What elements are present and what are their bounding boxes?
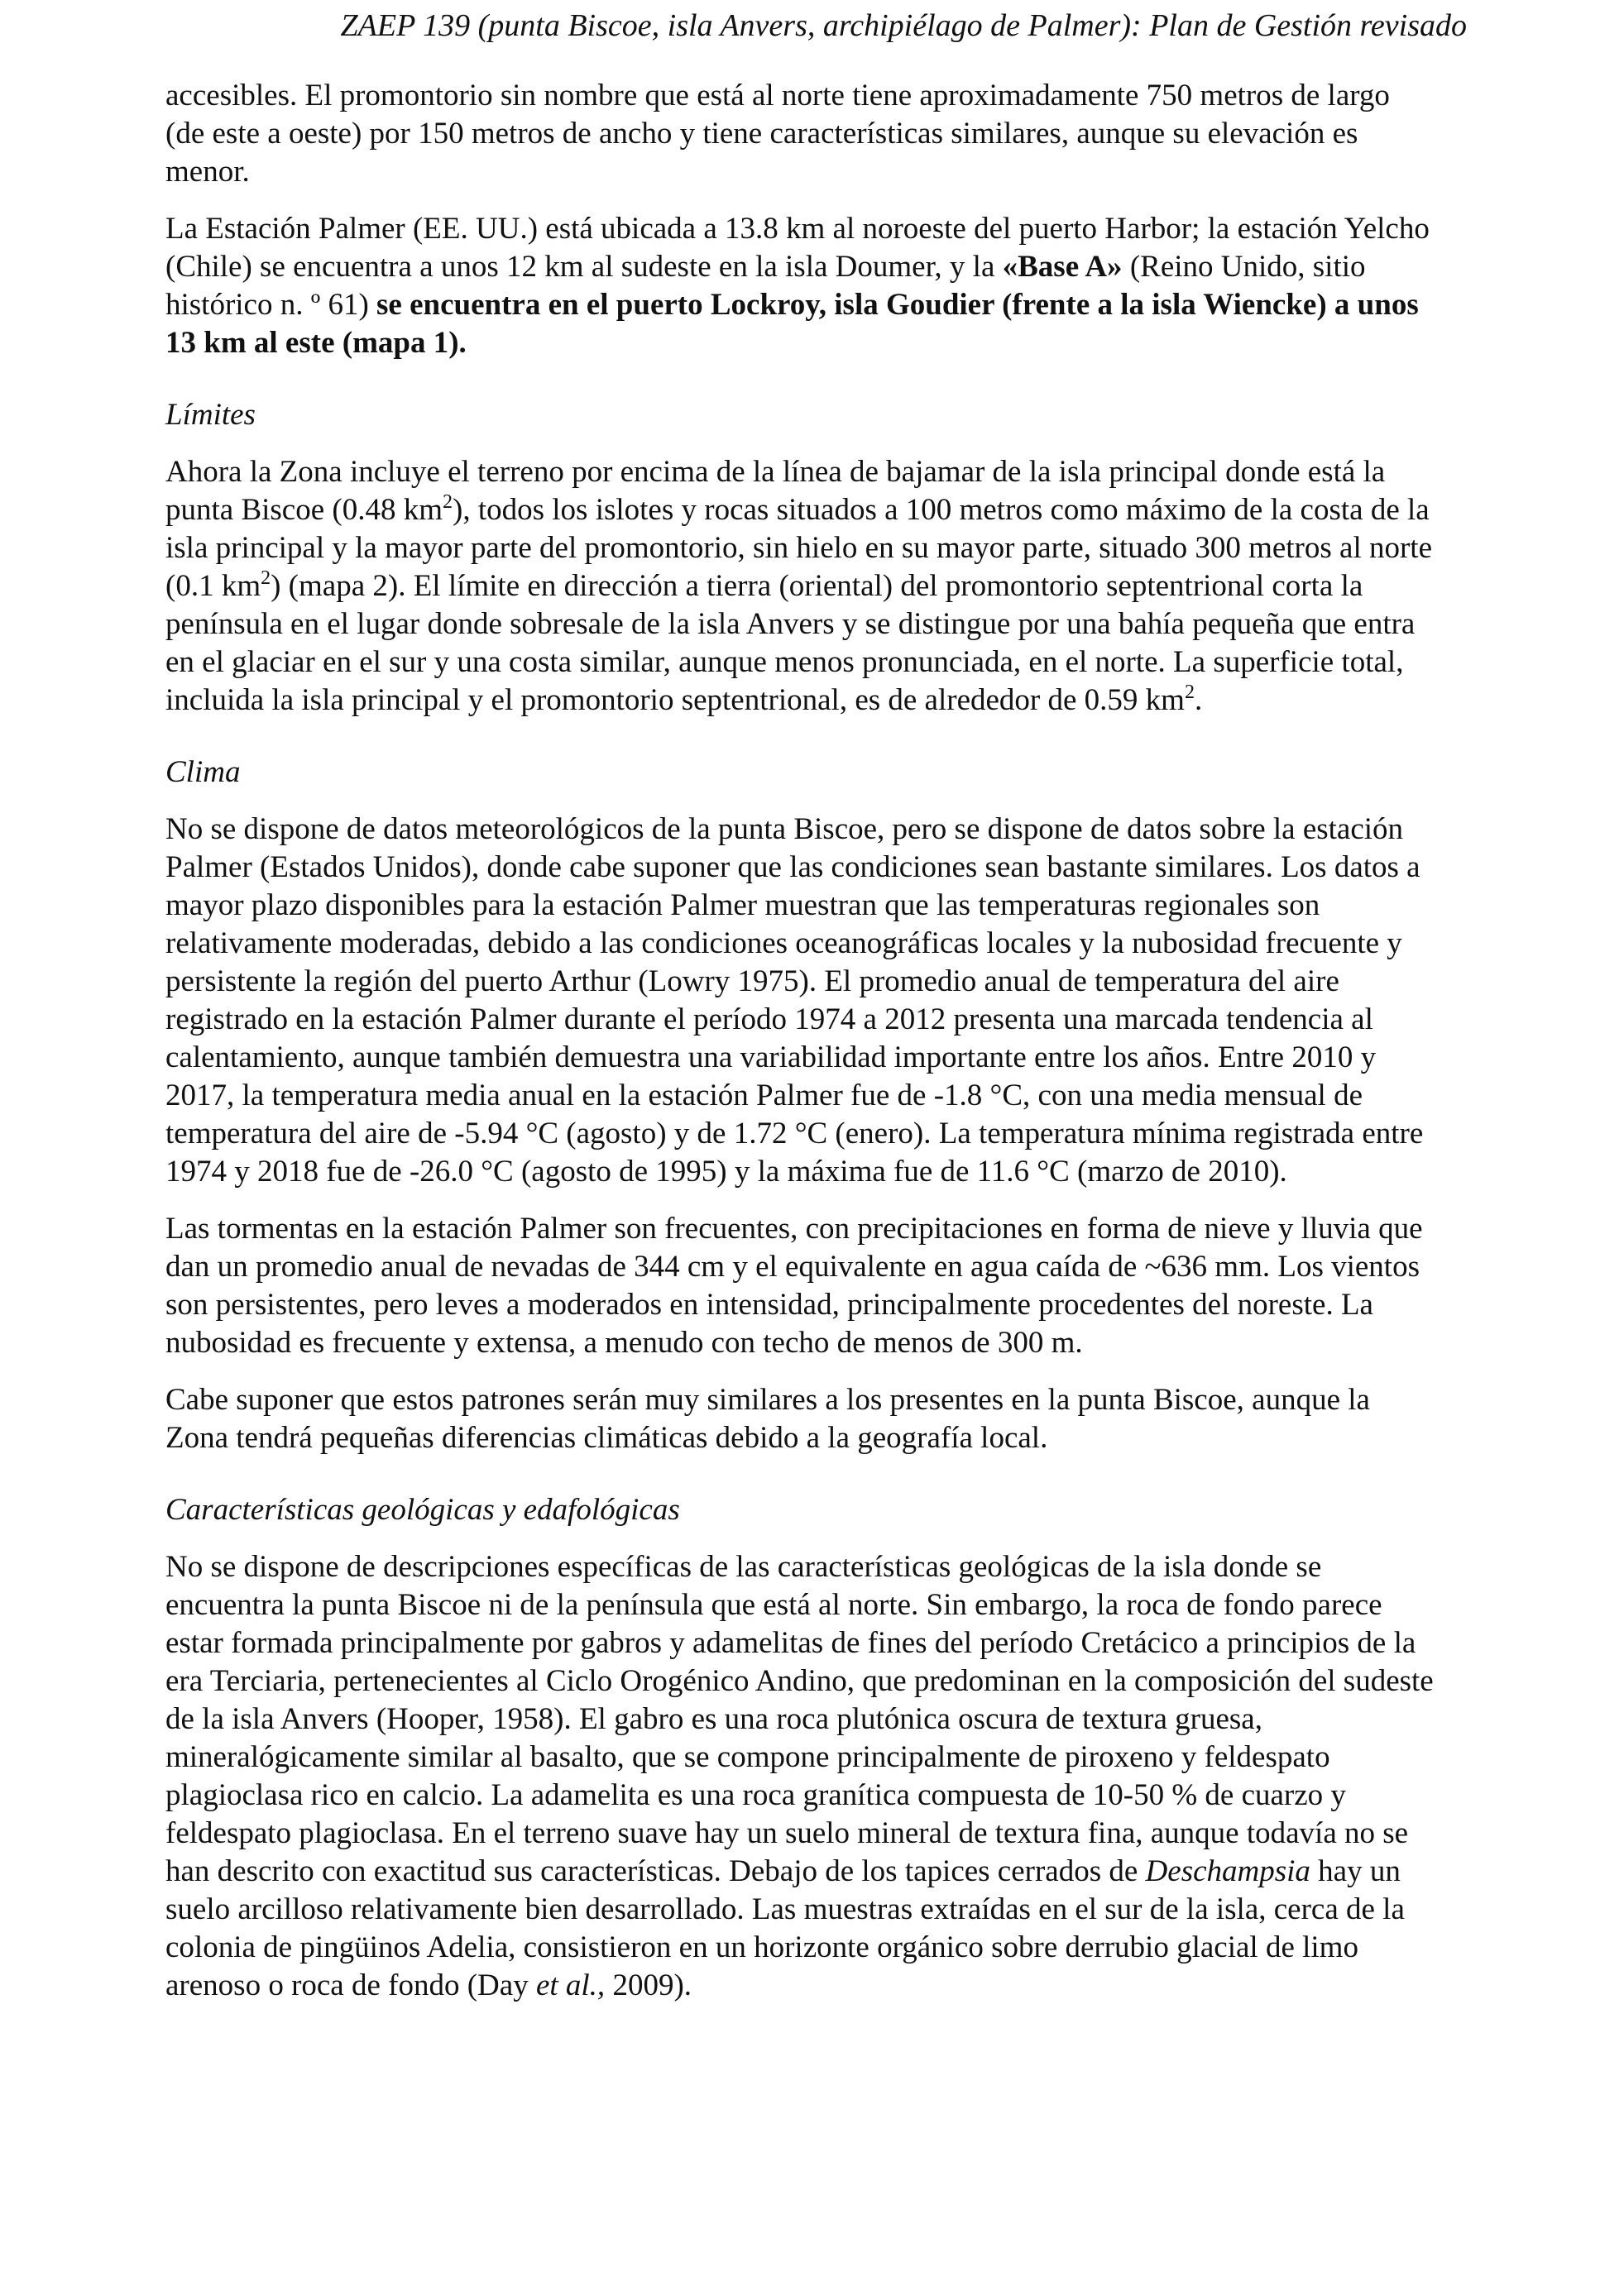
stations-paragraph (165, 210, 1435, 362)
limites-text-3: ) (mapa 2). El límite en dirección a tierra (oriental) del promontorio septentrional corta la península en el lugar donde sobresale de la isla Anvers y se distingue por una bahía pequeña que entra en el glaciar en el sur y una costa similar, aunque menos pronunciada, en el norte. La superficie total, incluida la isla principal y el promontorio septentrional, es de alrededor de 0.59 km (165, 569, 1416, 717)
stations-text-a: La Estación Palmer (EE. UU.) está ubicada a 13.8 km al noroeste del puerto Harbor; la estación Yelcho (Chile) se encuentra a unos 12 km al sudeste en la isla Doumer, y la (165, 212, 1430, 284)
limites-text-2: ), todos los islotes y rocas situados a 100 metros como máximo de la costa de la isla principal y la mayor parte del promontorio, sin hielo en su mayor parte, situado 300 metros al norte (0.1 km (165, 493, 1433, 603)
intro-paragraph: accesibles. El promontorio sin nombre que está al norte tiene aproximadamente 750 metros de largo (de este a oeste) por 150 metros de ancho y tiene características similares, aunque su elevación es menor. (165, 79, 1390, 189)
clima-paragraph-2: Las tormentas en la estación Palmer son frecuentes, con precipitaciones en forma de nieve y lluvia que dan un promedio anual de nevadas de 344 cm y el equivalente en agua caída de ~636 mm. Los vientos son persistentes, pero leves a moderados en intensidad, principalmente procedentes del noreste. La nubosidad es frecuente y extensa, a menudo con techo de menos de 300 m. (165, 1212, 1423, 1360)
geologia-text-5: 2009). (605, 1968, 692, 2002)
superscript-2: 2 (1184, 682, 1195, 703)
geologia-text-3: hay un suelo arcilloso relativamente bien desarrollado. Las muestras extraídas en el sur de la isla, cerca de la colonia de pingüinos Adelia, consistieron en un horizonte orgánico sobre derrubio glacial de limo arenoso o roca de fondo (Day (165, 1854, 1405, 2002)
limites-text-4: . (1194, 683, 1203, 717)
superscript-2: 2 (443, 491, 453, 513)
stations-text-lockroy: se encuentra en el puerto Lockroy, isla Goudier (frente a la isla Wiencke) a unos 13 km al este (mapa 1). (165, 288, 1419, 360)
geologia-et-al: et al., (535, 1968, 606, 2002)
clima-paragraph-3: Cabe suponer que estos patrones serán muy similares a los presentes en la punta Biscoe, aunque la Zona tendrá pequeñas diferencias climáticas debido a la geografía local. (165, 1383, 1370, 1455)
section-heading-geologia: Características geológicas y edafológicas (165, 1493, 680, 1527)
geologia-deschampsia: Deschampsia (1145, 1854, 1310, 1888)
superscript-2: 2 (261, 567, 271, 589)
document-body (165, 77, 1435, 2005)
clima-paragraph-1: No se dispone de datos meteorológicos de la punta Biscoe, pero se dispone de datos sobre la estación Palmer (Estados Unidos), donde cabe suponer que las condiciones sean bastante similares. Los datos a mayor plazo disponibles para la estación Palmer muestran que las temperaturas regionales son relativamente moderadas, debido a las condiciones oceanográficas locales y la nubosidad frecuente y persistente la región del puerto Arthur (Lowry 1975). El promedio anual de temperatura del aire registrado en la estación Palmer durante el período 1974 a 2012 presenta una marcada tendencia al calentamiento, aunque también demuestra una variabilidad importante entre los años. Entre 2010 y 2017, la temperatura media anual en la estación Palmer fue de -1.8 °C, con una media mensual de temperatura del aire de -5.94 °C (agosto) y de 1.72 °C (enero). La temperatura mínima registrada entre 1974 y 2018 fue de -26.0 °C (agosto de 1995) y la máxima fue de 11.6 °C (marzo de 2010). (165, 812, 1424, 1189)
geologia-paragraph (165, 1548, 1435, 2005)
limites-text-1: Ahora la Zona incluye el terreno por encima de la línea de bajamar de la isla principal donde está la punta Biscoe (0.48 km (165, 455, 1386, 527)
stations-base-a: «Base A» (1002, 250, 1123, 284)
limites-paragraph (165, 453, 1435, 720)
geologia-text-1: No se dispone de descripciones específicas de las características geológicas de la isla donde se encuentra la punta Biscoe ni de la península que está al norte. Sin embargo, la roca de fondo parece estar formada principalmente por gabros y adamelitas de fines del período Cretácico a principios de la era Terciaria, pertenecientes al Ciclo Orogénico Andino, que predominan en la composición del sudeste de la isla Anvers (Hooper, 1958). El gabro es una roca plutónica oscura de textura gruesa, mineralógicamente similar al basalto, que se compone principalmente de piroxeno y feldespato plagioclasa rico en calcio. La adamelita es una roca granítica compuesta de 10-50 % de cuarzo y feldespato plagioclasa. En el terreno suave hay un suelo mineral de textura fina, aunque todavía no se han descrito con exactitud sus características. Debajo de los tapices cerrados de (165, 1550, 1434, 1888)
stations-text-c: (Reino Unido, sitio histórico n. º 61) (165, 250, 1366, 322)
section-heading-clima: Clima (165, 755, 241, 789)
section-heading-limites: Límites (165, 398, 256, 432)
running-header: ZAEP 139 (punta Biscoe, isla Anvers, archipiélago de Palmer): Plan de Gestión revisado (340, 8, 1467, 43)
